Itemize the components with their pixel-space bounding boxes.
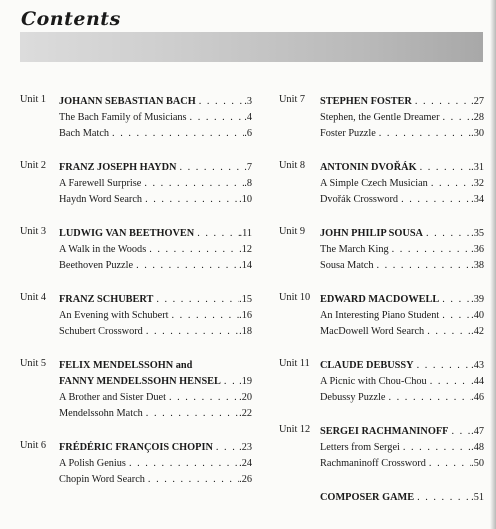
page-number: .7 [244,162,252,173]
unit-block [279,424,484,472]
unit-entries [59,160,252,208]
lesson-title: Chopin Word Search [59,474,145,485]
lesson-row [59,456,252,472]
lesson-title: A Farewell Surprise [59,178,142,189]
page-number: .44 [471,376,484,387]
unit-block [20,160,252,208]
unit-label: Unit 8 [279,160,306,171]
page-number: .34 [471,194,484,205]
contents-column-left [20,94,252,506]
composer-name: FRANZ JOSEPH HAYDN [59,162,177,173]
page-number: .16 [239,310,252,321]
lesson-title: The March King [320,244,389,255]
unit-entries [59,292,252,340]
lesson-title: Haydn Word Search [59,194,143,205]
dot-leader [376,126,471,142]
composer-name: FELIX MENDELSSOHN and [59,360,193,371]
lesson-title: A Picnic with Chou-Chou [320,376,427,387]
dot-leader [196,94,245,110]
unit-label: Unit 1 [20,94,47,105]
dot-leader [428,176,471,192]
lesson-row [320,308,484,324]
composer-heading-row [59,374,252,390]
unit-block [279,160,484,208]
composer-heading-row [59,292,252,308]
unit-block [279,226,484,274]
composer-name: JOHANN SEBASTIAN BACH [59,96,196,107]
page-number: .38 [471,260,484,271]
unit-label: Unit 11 [279,358,310,369]
dot-leader [213,440,239,456]
page-number: .36 [471,244,484,255]
unit-block [279,358,484,406]
unit-entries [320,424,484,472]
dot-leader [417,160,472,176]
dot-leader [194,226,239,242]
composer-name: EDWARD MACDOWELL [320,294,440,305]
lesson-title: Rachmaninoff Crossword [320,458,426,469]
unit-label: Unit 4 [20,292,47,303]
page-edge-shadow [490,0,496,529]
composer-name: FANNY MENDELSSOHN HENSEL [59,376,221,387]
lesson-title: An Evening with Schubert [59,310,169,321]
lesson-title: A Simple Czech Musician [320,178,428,189]
page-number: .47 [471,426,484,437]
unit-label: Unit 3 [20,226,47,237]
page-number: .43 [471,360,484,371]
unit-block [20,94,252,142]
unit-block [20,292,252,340]
lesson-title: A Walk in the Woods [59,244,147,255]
lesson-row [320,242,484,258]
unit-entries [59,358,252,422]
dot-leader [398,192,471,208]
page-number: .30 [471,128,484,139]
lesson-row [320,456,484,472]
lesson-row [59,126,252,142]
page-number: .22 [239,408,252,419]
dot-leader [187,110,245,126]
composer-heading-row [59,94,252,110]
composer-name: CLAUDE DEBUSSY [320,360,414,371]
composer-heading-row [59,358,252,374]
lesson-title: An Interesting Piano Student [320,310,440,321]
unit-entries [59,226,252,274]
unit-label: Unit 10 [279,292,311,303]
dot-leader [373,258,471,274]
unit-block [279,94,484,142]
composer-heading-row [320,424,484,440]
dot-leader [143,324,239,340]
unit-entries [320,292,484,340]
page-number: .35 [471,228,484,239]
lesson-row [59,176,252,192]
lesson-row [320,110,484,126]
unit-label: Unit 6 [20,440,47,451]
composer-name: FRANZ SCHUBERT [59,294,154,305]
lesson-row [59,308,252,324]
lesson-title: A Brother and Sister Duet [59,392,166,403]
composer-heading-row [59,226,252,242]
lesson-row [59,390,252,406]
page-number: .32 [471,178,484,189]
lesson-row [320,192,484,208]
lesson-title: Sousa Match [320,260,374,271]
lesson-row [320,126,484,142]
composer-name: COMPOSER GAME [320,492,415,503]
dot-leader [169,308,240,324]
page-number: .12 [239,244,252,255]
page-number: .14 [239,260,252,271]
composer-name: FRÉDÉRIC FRANÇOIS CHOPIN [59,442,213,453]
unit-entries [320,160,484,208]
composer-name: ANTONIN DVOŘÁK [320,162,417,173]
unit-label: Unit 9 [279,226,306,237]
dot-leader [143,406,239,422]
unit-block [20,358,252,422]
page-number: .11 [239,228,252,239]
lesson-row [59,242,252,258]
composer-name: STEPHEN FOSTER [320,96,412,107]
dot-leader [439,308,471,324]
unit-entries [59,94,252,142]
composer-heading-row [59,440,252,456]
composer-heading-row [59,160,252,176]
lesson-title: A Polish Genius [59,458,126,469]
lesson-row [320,258,484,274]
lesson-row [59,192,252,208]
page-number: .8 [244,178,252,189]
page-number: .48 [471,442,484,453]
unit-label: Unit 5 [20,358,47,369]
page-number: .3 [244,96,252,107]
page-number: .28 [471,112,484,123]
page-number: .18 [239,326,252,337]
dot-leader [414,490,471,506]
composer-heading-row [320,358,484,374]
dot-leader [221,374,239,390]
dot-leader [126,456,239,472]
lesson-row [320,390,484,406]
lesson-title: Mendelssohn Match [59,408,143,419]
composer-heading-row [320,226,484,242]
unit-label: Unit 7 [279,94,306,105]
composer-heading-row [320,94,484,110]
page-number: .19 [239,376,252,387]
page-number: .6 [244,128,252,139]
dot-leader [176,160,244,176]
composer-heading-row [320,292,484,308]
dot-leader [448,424,471,440]
page-number: .50 [471,458,484,469]
composer-name: JOHN PHILIP SOUSA [320,228,423,239]
dot-leader [153,292,239,308]
dot-leader [166,390,239,406]
lesson-title: Bach Match [59,128,110,139]
lesson-row [320,440,484,456]
composer-heading-row [320,490,484,506]
lesson-title: MacDowell Word Search [320,326,425,337]
lesson-title: Debussy Puzzle [320,392,386,403]
dot-leader [424,324,471,340]
dot-leader [439,292,471,308]
composer-name: SERGEI RACHMANINOFF [320,426,449,437]
lesson-title: Schubert Crossword [59,326,143,337]
lesson-row [59,110,252,126]
page-number: .39 [471,294,484,305]
page-number: .51 [471,492,484,503]
dot-leader [414,358,472,374]
page-number: .27 [471,96,484,107]
lesson-row [320,324,484,340]
lesson-title: Stephen, the Gentle Dreamer [320,112,440,123]
unit-entries [320,358,484,406]
contents-column-right [279,94,484,524]
lesson-title: Beethoven Puzzle [59,260,134,271]
lesson-row [320,176,484,192]
unit-block [20,440,252,488]
composer-heading-row [320,160,484,176]
dot-leader [109,126,244,142]
lesson-title: Foster Puzzle [320,128,376,139]
lesson-row [320,374,484,390]
page-number: .40 [471,310,484,321]
unit-entries [59,440,252,488]
dot-leader [133,258,239,274]
dot-leader [389,242,472,258]
page-number: .10 [239,194,252,205]
lesson-title: Dvořák Crossword [320,194,399,205]
dot-leader [427,374,471,390]
dot-leader [141,176,244,192]
unit-label: Unit 2 [20,160,47,171]
dot-leader [400,440,471,456]
dot-leader [386,390,472,406]
unit-entries [320,94,484,142]
page-number: .20 [239,392,252,403]
dot-leader [142,192,239,208]
lesson-row [59,324,252,340]
dot-leader [440,110,472,126]
lesson-row [59,258,252,274]
page-title: Contents [21,8,121,30]
dot-leader [146,242,239,258]
page-number: .24 [239,458,252,469]
page-number: .4 [244,112,252,123]
dot-leader [145,472,239,488]
title-banner [20,32,483,62]
unit-entries [320,226,484,274]
unit-entries [320,490,484,506]
page-number: .31 [471,162,484,173]
unit-block [20,226,252,274]
dot-leader [423,226,471,242]
composer-name: LUDWIG VAN BEETHOVEN [59,228,195,239]
page-number: .15 [239,294,252,305]
unit-block [279,292,484,340]
page-number: .42 [471,326,484,337]
dot-leader [412,94,471,110]
unit-block [279,490,484,506]
lesson-row [59,406,252,422]
page-number: .26 [239,474,252,485]
lesson-title: The Bach Family of Musicians [59,112,187,123]
lesson-title: Letters from Sergei [320,442,400,453]
lesson-row [59,472,252,488]
page-number: .23 [239,442,252,453]
dot-leader [426,456,471,472]
unit-label: Unit 12 [279,424,311,435]
page-number: .46 [471,392,484,403]
